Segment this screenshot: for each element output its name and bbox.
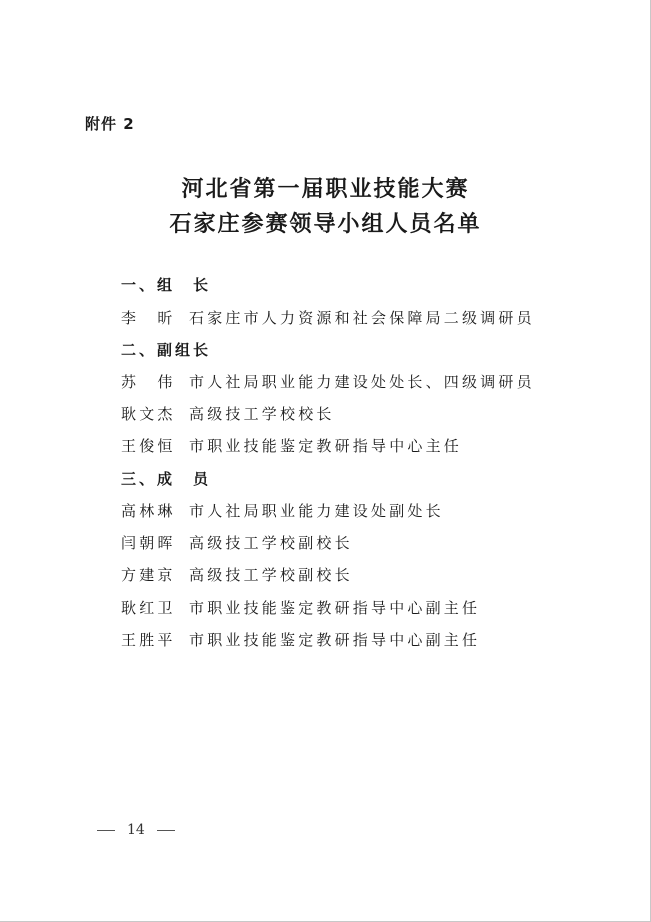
- member-position: 市职业技能鉴定教研指导中心主任: [189, 437, 463, 455]
- member-position: 高级技工学校副校长: [189, 534, 353, 552]
- member-row: [121, 564, 353, 585]
- page-number: 14: [127, 822, 145, 838]
- member-name: 王俊恒: [121, 437, 176, 455]
- member-name: 耿红卫: [121, 599, 176, 617]
- footer-dash-right: [157, 830, 175, 831]
- attachment-label: 附件 2: [85, 115, 135, 133]
- section-heading-leader: 一、组 长: [121, 276, 212, 294]
- member-position: 市职业技能鉴定教研指导中心副主任: [189, 599, 481, 617]
- member-row: [121, 629, 480, 650]
- member-name: 李 昕: [121, 309, 176, 327]
- member-name: 苏 伟: [121, 373, 176, 391]
- member-row: [121, 532, 353, 553]
- document-title-line-1: 河北省第一届职业技能大赛: [181, 177, 470, 202]
- member-name: 闫朝晖: [121, 534, 176, 552]
- member-row: [121, 403, 335, 424]
- section-heading-members: 三、成 员: [121, 470, 212, 488]
- member-position: 市职业技能鉴定教研指导中心副主任: [189, 631, 481, 649]
- member-row: [121, 597, 480, 618]
- member-name: 王胜平: [121, 631, 176, 649]
- member-name: 方建京: [121, 566, 176, 584]
- document-title-line-2: 石家庄参赛领导小组人员名单: [169, 212, 482, 237]
- member-row: [121, 371, 535, 392]
- member-position: 石家庄市人力资源和社会保障局二级调研员: [189, 309, 535, 327]
- section-heading-deputy-leader: 二、副组长: [121, 341, 212, 359]
- member-position: 市人社局职业能力建设处副处长: [189, 502, 444, 520]
- member-position: 高级技工学校校长: [189, 405, 335, 423]
- member-name: 耿文杰: [121, 405, 176, 423]
- member-row: [121, 307, 535, 328]
- member-row: [121, 500, 444, 521]
- member-position: 高级技工学校副校长: [189, 566, 353, 584]
- footer-dash-left: [97, 830, 115, 831]
- member-row: [121, 435, 462, 456]
- page-footer: [97, 822, 175, 838]
- member-name: 高林琳: [121, 502, 176, 520]
- member-position: 市人社局职业能力建设处处长、四级调研员: [189, 373, 535, 391]
